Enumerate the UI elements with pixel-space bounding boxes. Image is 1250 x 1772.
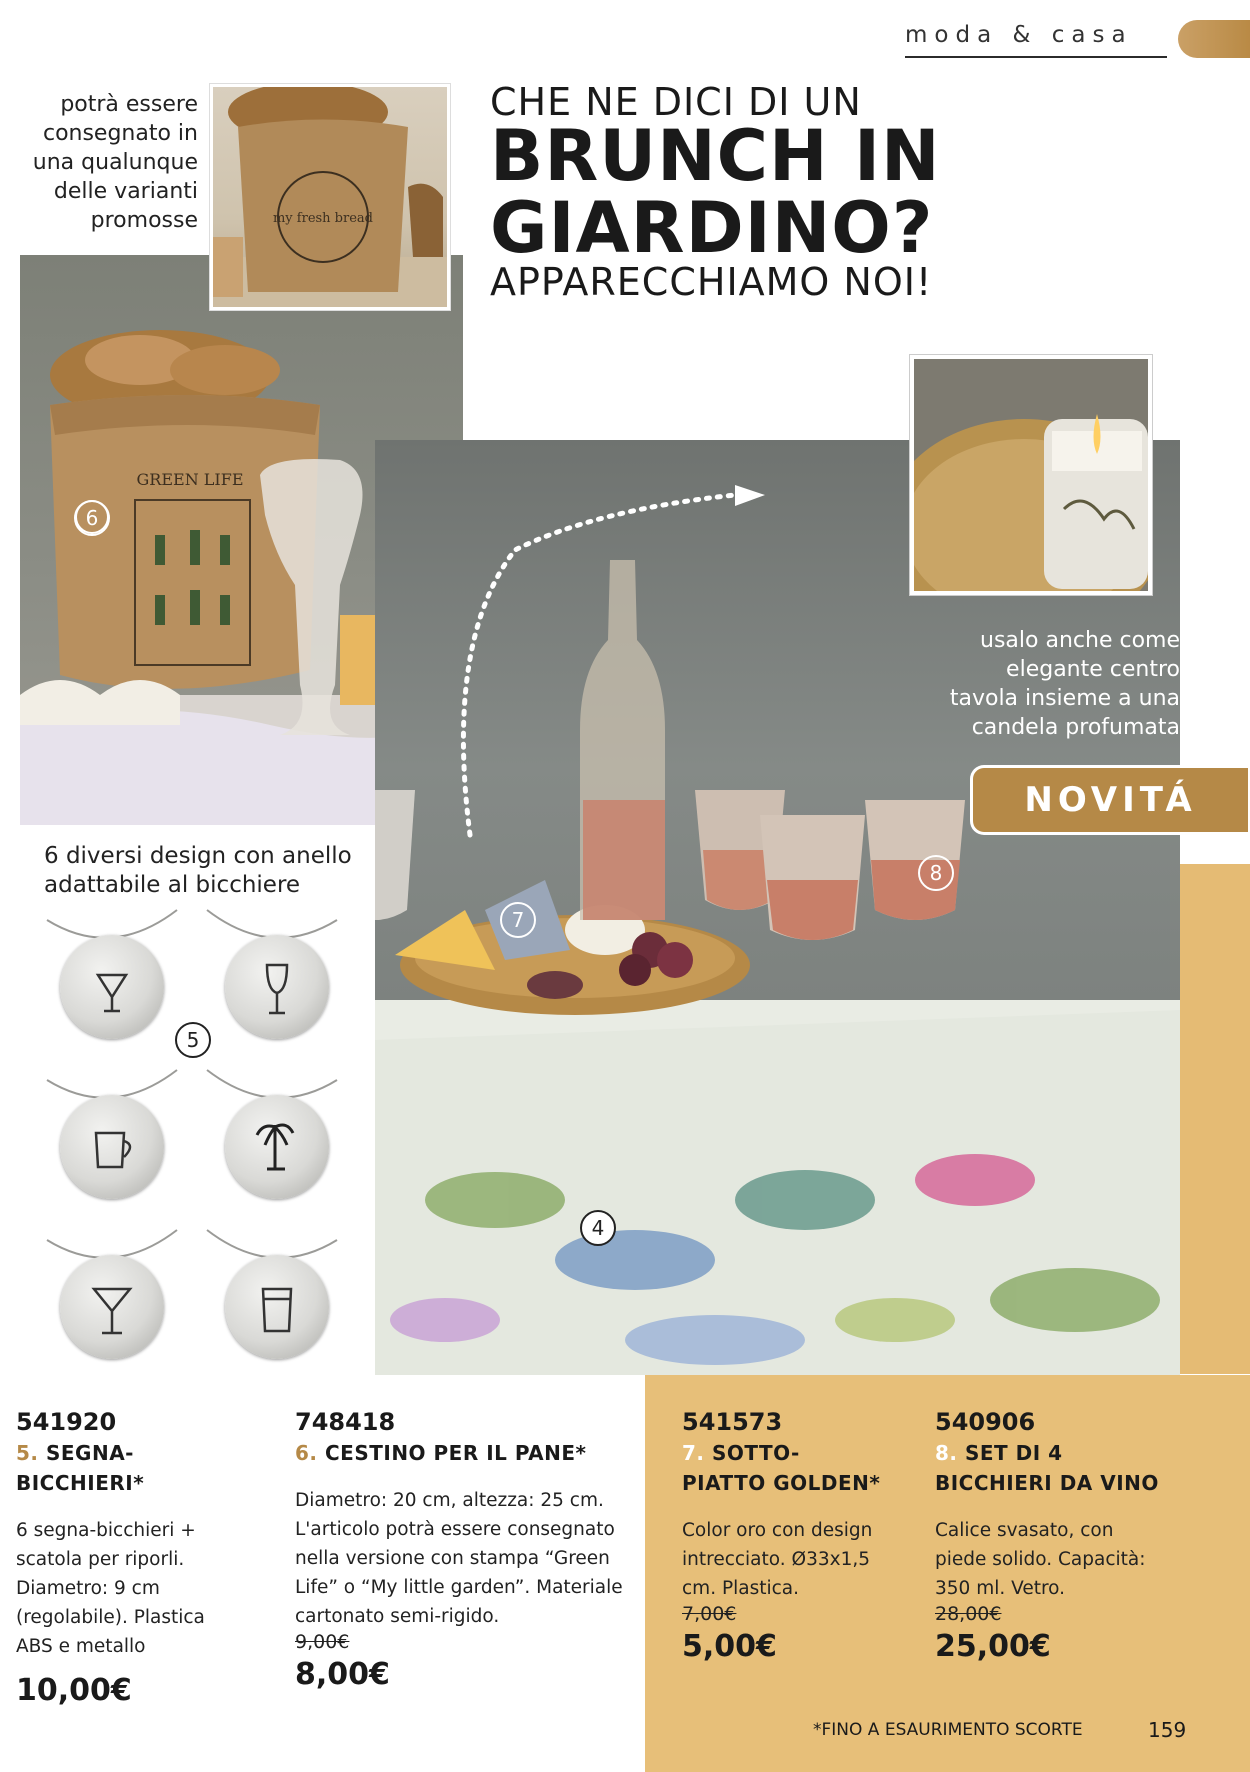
product-description-line: L'articolo potrà essere consegnato xyxy=(295,1519,615,1540)
cocktail-glass-icon xyxy=(60,935,164,1039)
section-label: moda & casa xyxy=(905,22,1133,48)
candle-note-line: candela profumata xyxy=(971,715,1180,740)
product-old-price: 9,00€ xyxy=(295,1631,350,1653)
variant-bag-print-text: my fresh bread xyxy=(272,211,374,226)
charms-note-line: adattabile al bicchiere xyxy=(44,872,301,898)
variants-note-line: delle varianti xyxy=(53,179,198,204)
product-number: 6. xyxy=(295,1441,318,1465)
product-7 xyxy=(682,1408,912,1664)
charm-jar xyxy=(225,1255,329,1359)
glass-markers-grid xyxy=(30,900,360,1360)
charm-martini xyxy=(60,1255,164,1359)
palm-tree-drink-icon xyxy=(225,1095,329,1199)
product-name-line: BICCHIERI DA VINO xyxy=(935,1471,1159,1495)
headline-main-line-2: GIARDINO? xyxy=(490,187,934,269)
headline-main xyxy=(490,115,941,269)
charms-note-line: 6 diversi design con anello xyxy=(44,843,352,869)
product-name xyxy=(16,1438,266,1498)
charm-mug xyxy=(60,1095,164,1199)
product-5 xyxy=(16,1408,266,1708)
stock-footnote: *FINO A ESAURIMENTO SCORTE xyxy=(813,1720,1083,1740)
product-8 xyxy=(935,1408,1195,1664)
headline-line-3: APPARECCHIAMO NOI! xyxy=(490,260,933,304)
product-description-line: cartonato semi-rigido. xyxy=(295,1606,500,1627)
product-old-price: 28,00€ xyxy=(935,1603,1002,1625)
product-description-line: 350 ml. Vetro. xyxy=(935,1578,1066,1599)
marker-4: 4 xyxy=(580,1210,616,1246)
product-description-line: scatola per riporli. xyxy=(16,1549,185,1570)
product-price: 5,00€ xyxy=(682,1629,777,1664)
variants-note-line: promosse xyxy=(90,208,198,233)
product-description-line: Life” o “My little garden”. Materiale xyxy=(295,1577,623,1598)
product-description-line: 6 segna-bicchieri + xyxy=(16,1520,196,1541)
product-description-line: Calice svasato, con xyxy=(935,1520,1114,1541)
variant-bag-illustration xyxy=(213,87,447,307)
product-description-line: intrecciato. Ø33x1,5 xyxy=(682,1549,870,1570)
product-description-line: nella versione con stampa “Green xyxy=(295,1548,610,1569)
product-number: 5. xyxy=(16,1441,39,1465)
product-6 xyxy=(295,1408,635,1692)
product-description xyxy=(16,1516,266,1661)
variants-note-line: consegnato in xyxy=(42,121,198,146)
martini-glass-icon xyxy=(60,1255,164,1359)
product-description xyxy=(935,1516,1195,1603)
product-name xyxy=(682,1438,912,1498)
variant-bag-photo xyxy=(210,84,450,310)
variants-note xyxy=(20,90,198,235)
page-number: 159 xyxy=(1148,1718,1187,1742)
gold-side-strip xyxy=(1180,864,1250,1374)
wine-glass-icon xyxy=(225,935,329,1039)
product-description-line: ABS e metallo xyxy=(16,1636,146,1657)
product-description-line: Color oro con design xyxy=(682,1520,873,1541)
product-description xyxy=(295,1486,635,1631)
product-code: 540906 xyxy=(935,1408,1036,1436)
product-code: 748418 xyxy=(295,1408,396,1436)
product-number: 7. xyxy=(682,1441,705,1465)
marker-7: 7 xyxy=(500,902,536,938)
product-price: 10,00€ xyxy=(16,1673,132,1708)
product-description-line: Diametro: 20 cm, altezza: 25 cm. xyxy=(295,1490,604,1511)
product-name xyxy=(295,1438,635,1468)
charms-note xyxy=(44,842,374,900)
product-name-line: SEGNA- xyxy=(45,1441,134,1465)
charm-wine xyxy=(225,935,329,1039)
candle-photo xyxy=(910,355,1152,595)
new-badge: NOVITÁ xyxy=(970,765,1248,835)
variants-note-line: potrà essere xyxy=(60,92,198,117)
jar-icon xyxy=(225,1255,329,1359)
candle-note xyxy=(890,626,1180,742)
product-description xyxy=(682,1516,912,1603)
headline-main-line-1: BRUNCH IN xyxy=(490,115,941,197)
product-description-line: (regolabile). Plastica xyxy=(16,1607,205,1628)
product-description-line: Diametro: 9 cm xyxy=(16,1578,160,1599)
headline-line-1: CHE NE DICI DI UN xyxy=(490,80,862,124)
product-price: 8,00€ xyxy=(295,1657,390,1692)
product-name-line: CESTINO PER IL PANE* xyxy=(324,1441,587,1465)
product-price: 25,00€ xyxy=(935,1629,1051,1664)
candle-illustration xyxy=(914,359,1148,591)
product-name-line: SET DI 4 xyxy=(964,1441,1063,1465)
product-name-line: SOTTO- xyxy=(711,1441,800,1465)
charm-cocktail xyxy=(60,935,164,1039)
candle-note-line: elegante centro xyxy=(1006,657,1180,682)
product-name xyxy=(935,1438,1195,1498)
product-old-price: 7,00€ xyxy=(682,1603,737,1625)
section-tab xyxy=(1178,20,1250,58)
product-name-line: PIATTO GOLDEN* xyxy=(682,1471,881,1495)
candle-note-line: tavola insieme a una xyxy=(949,686,1180,711)
product-code: 541920 xyxy=(16,1408,117,1436)
variants-note-line: una qualunque xyxy=(32,150,198,175)
marker-5: 5 xyxy=(175,1022,211,1058)
product-code: 541573 xyxy=(682,1408,783,1436)
marker-6: 6 xyxy=(74,500,110,536)
section-rule xyxy=(905,56,1167,58)
mug-icon xyxy=(60,1095,164,1199)
charm-palm xyxy=(225,1095,329,1199)
product-number: 8. xyxy=(935,1441,958,1465)
bag-print-text: GREEN LIFE xyxy=(136,470,244,489)
product-description-line: cm. Plastica. xyxy=(682,1578,800,1599)
product-name-line: BICCHIERI* xyxy=(16,1471,145,1495)
marker-8: 8 xyxy=(918,855,954,891)
candle-note-line: usalo anche come xyxy=(980,628,1180,653)
product-description-line: piede solido. Capacità: xyxy=(935,1549,1146,1570)
